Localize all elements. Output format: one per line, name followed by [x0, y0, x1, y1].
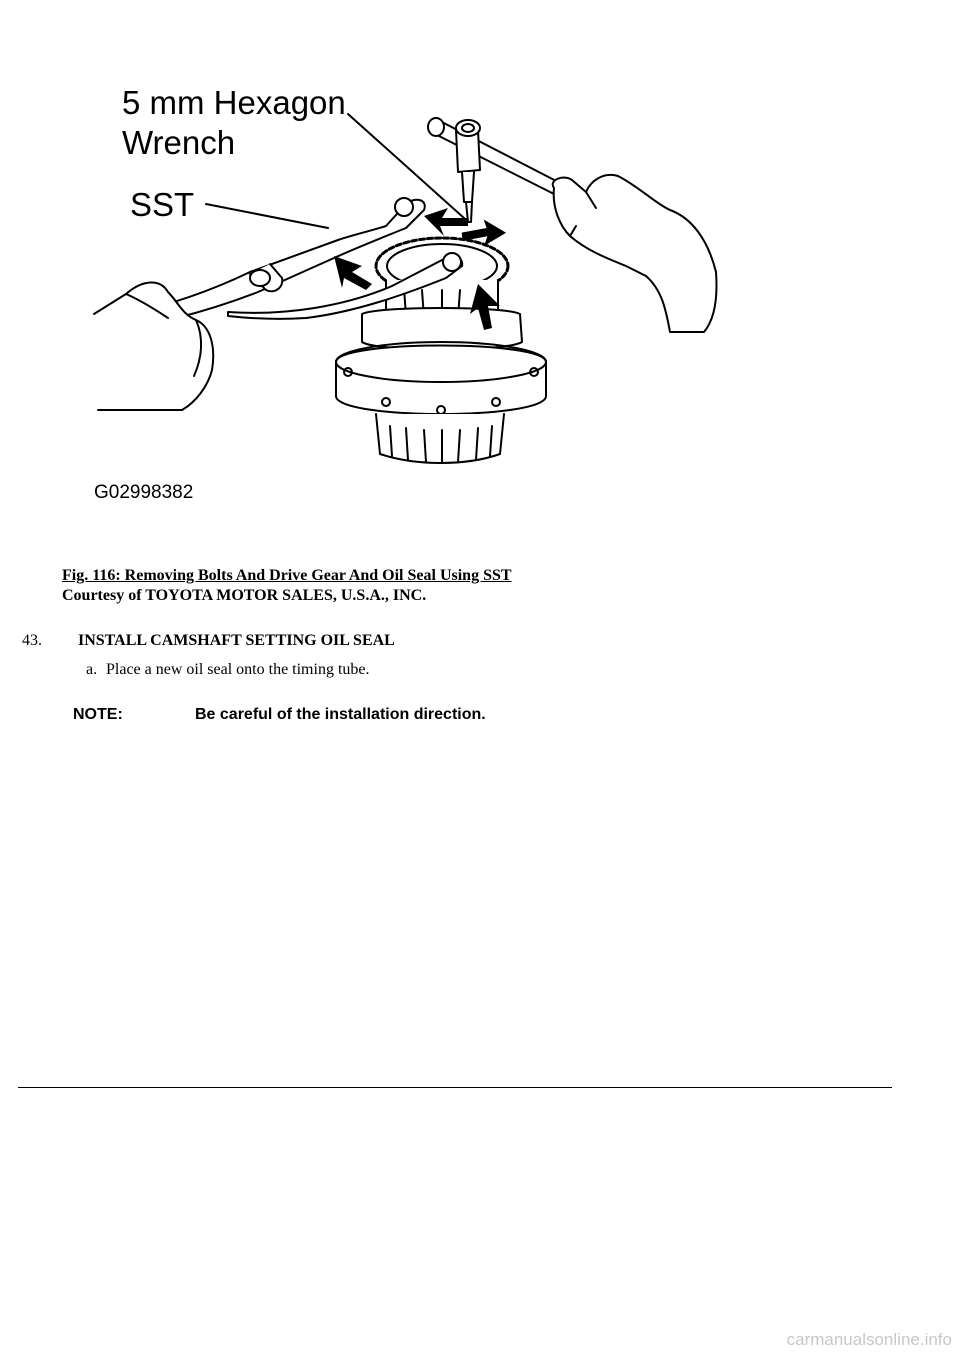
figure-caption	[62, 566, 512, 606]
step-number: 43.	[22, 632, 42, 649]
substep-letter: a.	[86, 661, 98, 678]
sst-leader	[206, 204, 328, 228]
note-label: NOTE:	[73, 706, 123, 723]
step-title: INSTALL CAMSHAFT SETTING OIL SEAL	[78, 632, 395, 649]
t-handle-wrench-drawing	[428, 118, 562, 222]
figure-courtesy: Courtesy of TOYOTA MOTOR SALES, U.S.A., INC.	[62, 587, 427, 604]
figure-title: Fig. 116: Removing Bolts And Drive Gear And Oil Seal Using SST	[62, 567, 512, 584]
note-text: Be careful of the installation direction.	[195, 706, 486, 723]
procedure-substep	[86, 660, 370, 680]
hex-wrench-label-2: Wrench	[122, 124, 236, 161]
hex-wrench-label-1: 5 mm Hexagon	[122, 84, 346, 121]
illustration-figure	[86, 80, 726, 510]
note-box	[73, 705, 486, 725]
image-code: G02998382	[94, 482, 194, 503]
gear-housing-drawing	[336, 308, 546, 463]
procedure-step	[22, 631, 395, 651]
substep-text: Place a new oil seal onto the timing tube.	[106, 661, 370, 678]
right-hand-drawing	[553, 175, 717, 332]
site-watermark: carmanualsonline.info	[786, 1330, 952, 1349]
page-divider	[18, 1087, 892, 1088]
sst-label: SST	[130, 186, 195, 223]
